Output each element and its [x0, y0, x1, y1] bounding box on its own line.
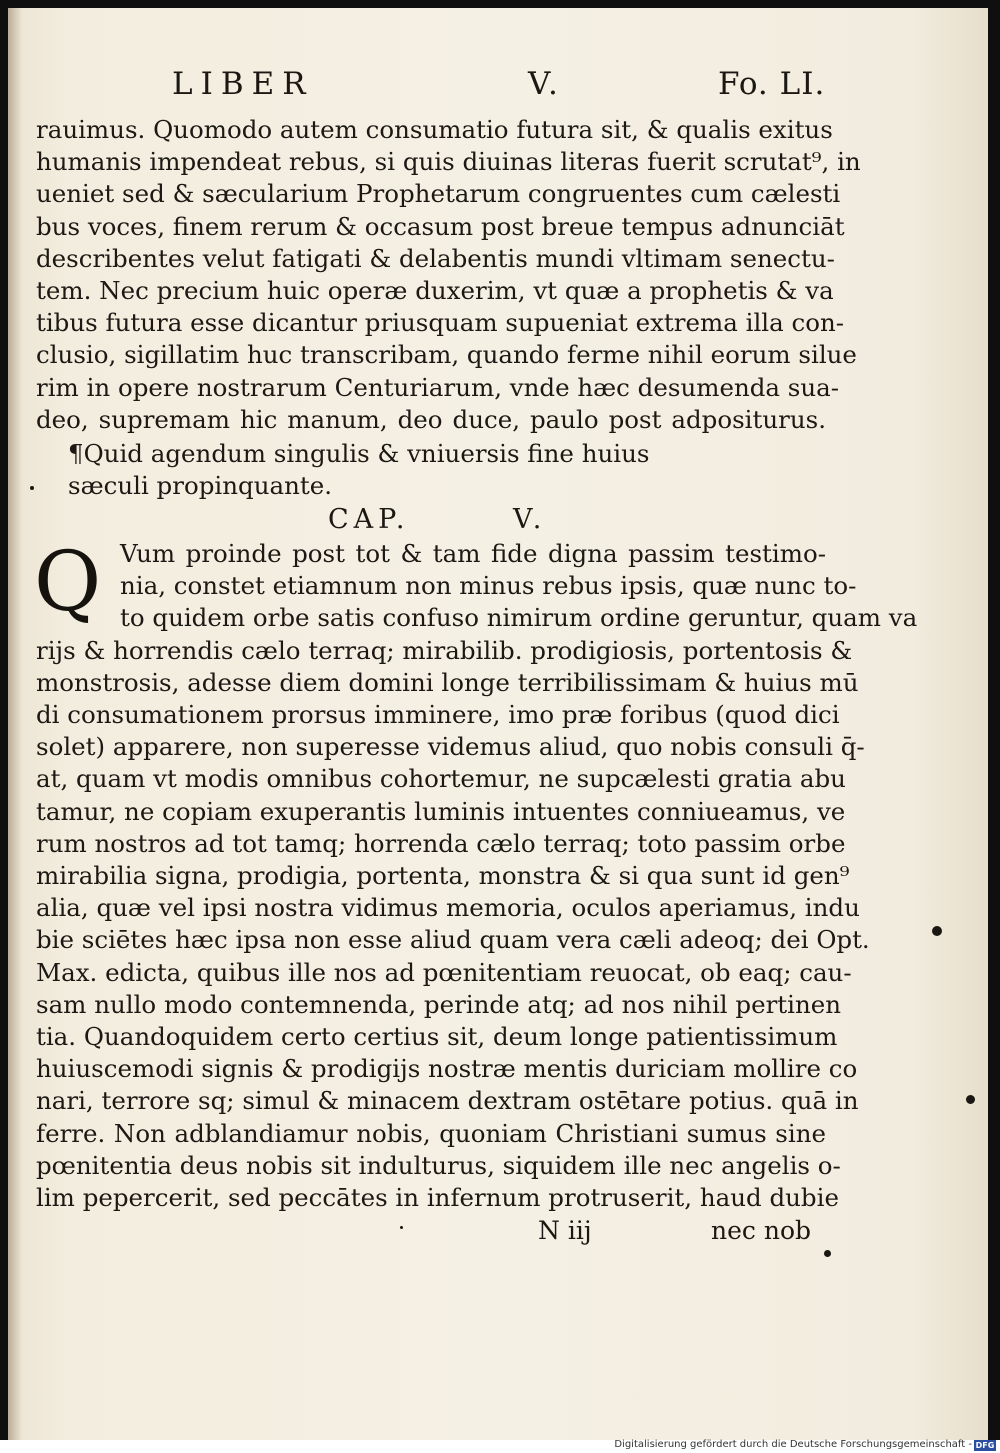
- text-line: sam nullo modo contemnenda, perinde atq; ad nos nihil pertinen: [36, 989, 842, 1019]
- text-line: at, quam vt modis omnibus cohortemur, ne supcælesti gratia abu: [36, 764, 846, 794]
- text-line: rim in opere nostrarum Centuriarum, vnde hæc desumenda sua-: [36, 372, 840, 402]
- text-line: lim pepercerit, sed peccātes in infernum protruserit, haud dubie: [36, 1183, 839, 1212]
- text-line: alia, quæ vel ipsi nostra vidimus memoria, oculos aperiamus, indu: [36, 893, 860, 923]
- running-head-liber: LIBER: [172, 66, 314, 102]
- text-line: ueniet sed & sæcularium Prophetarum congruentes cum cælesti: [36, 179, 841, 209]
- text-line: nari, terrore sq; simul & minacem dextram ostētare potius. quā in: [36, 1086, 859, 1116]
- dfg-logo: DFG: [975, 1441, 995, 1450]
- text-line: tamur, ne copiam exuperantis luminis intuentes conniueamus, ve: [36, 796, 846, 826]
- text-line: describentes velut fatigati & delabentis mundi vltimam senectu-: [36, 243, 835, 273]
- running-head-book-number: V.: [528, 66, 561, 102]
- catchword: nec nob: [711, 1216, 811, 1245]
- text-line: bus voces, finem rerum & occasum post breue tempus adnunciāt: [36, 211, 845, 241]
- spine-shadow: [8, 8, 22, 1440]
- text-line: di consumationem prorsus imminere, imo præ foribus (quod dici: [36, 700, 840, 729]
- text-line: sæculi propinquante.: [68, 471, 332, 500]
- text-line: clusio, sigillatim huc transcribam, quando ferme nihil eorum silue: [36, 340, 857, 370]
- ink-speck: [824, 1250, 831, 1257]
- text-line: mirabilia signa, prodigia, portenta, monstra & si qua sunt id gen⁹: [36, 861, 850, 890]
- ink-speck: [30, 486, 34, 490]
- text-line: pœnitentia deus nobis sit indulturus, siquidem ille nec angelis o-: [36, 1150, 841, 1180]
- folio-number: Fo. LI.: [718, 66, 826, 102]
- text-line: rum nostros ad tot tamq; horrenda cælo terraq; toto passim orbe: [36, 828, 846, 858]
- text-line: humanis impendeat rebus, si quis diuinas literas fuerit scrutat⁹, in: [36, 147, 861, 177]
- text-line: ¶Quid agendum singulis & vniuersis fine huius: [68, 439, 650, 468]
- ink-speck: [400, 1226, 403, 1229]
- signature-mark: N iij: [538, 1216, 592, 1245]
- digitization-credit: Digitalisierung gefördert durch die Deutsche Forschungsgemeinschaft -: [614, 1439, 972, 1450]
- text-line: rauimus. Quomodo autem consumatio futura sit, & qualis exitus: [36, 115, 833, 144]
- text-line: nia, constet etiamnum non minus rebus ipsis, quæ nunc to-: [120, 571, 857, 601]
- text-line: Max. edicta, quibus ille nos ad pœnitentiam reuocat, ob eaq; cau-: [36, 957, 852, 987]
- book-page: [8, 8, 988, 1440]
- text-line: solet) apparere, non superesse videmus aliud, quo nobis consuli q̄-: [36, 732, 865, 762]
- text-line: monstrosis, adesse diem domini longe terribilissimam & huius mū: [36, 667, 859, 697]
- ink-speck: [932, 926, 942, 936]
- text-line: huiuscemodi signis & prodigijs nostræ mentis duriciam mollire co: [36, 1054, 858, 1084]
- text-line: bie sciētes hæc ipsa non esse aliud quam vera cæli adeoq; dei Opt.: [36, 925, 870, 955]
- chapter-heading: CAP. V.: [328, 504, 547, 535]
- text-line: tia. Quandoquidem certo certius sit, deum longe patientissimum: [36, 1022, 838, 1051]
- text-line: deo, supremam hic manum, deo duce, paulo post adpositurus.: [36, 404, 826, 434]
- text-line: Vum proinde post tot & tam fide digna passim testimo-: [120, 539, 826, 568]
- text-line: to quidem orbe satis confuso nimirum ordine geruntur, quam va: [120, 603, 918, 633]
- text-line: tibus futura esse dicantur priusquam supueniat extrema illa con-: [36, 308, 845, 338]
- text-line: ferre. Non adblandiamur nobis, quoniam Christiani sumus sine: [36, 1118, 826, 1148]
- drop-cap-initial: Q: [34, 535, 102, 630]
- text-line: tem. Nec precium huic operæ duxerim, vt quæ a prophetis & va: [36, 276, 834, 305]
- text-line: rijs & horrendis cælo terraq; mirabilib. prodigiosis, portentosis &: [36, 635, 853, 665]
- ink-speck: [966, 1095, 975, 1104]
